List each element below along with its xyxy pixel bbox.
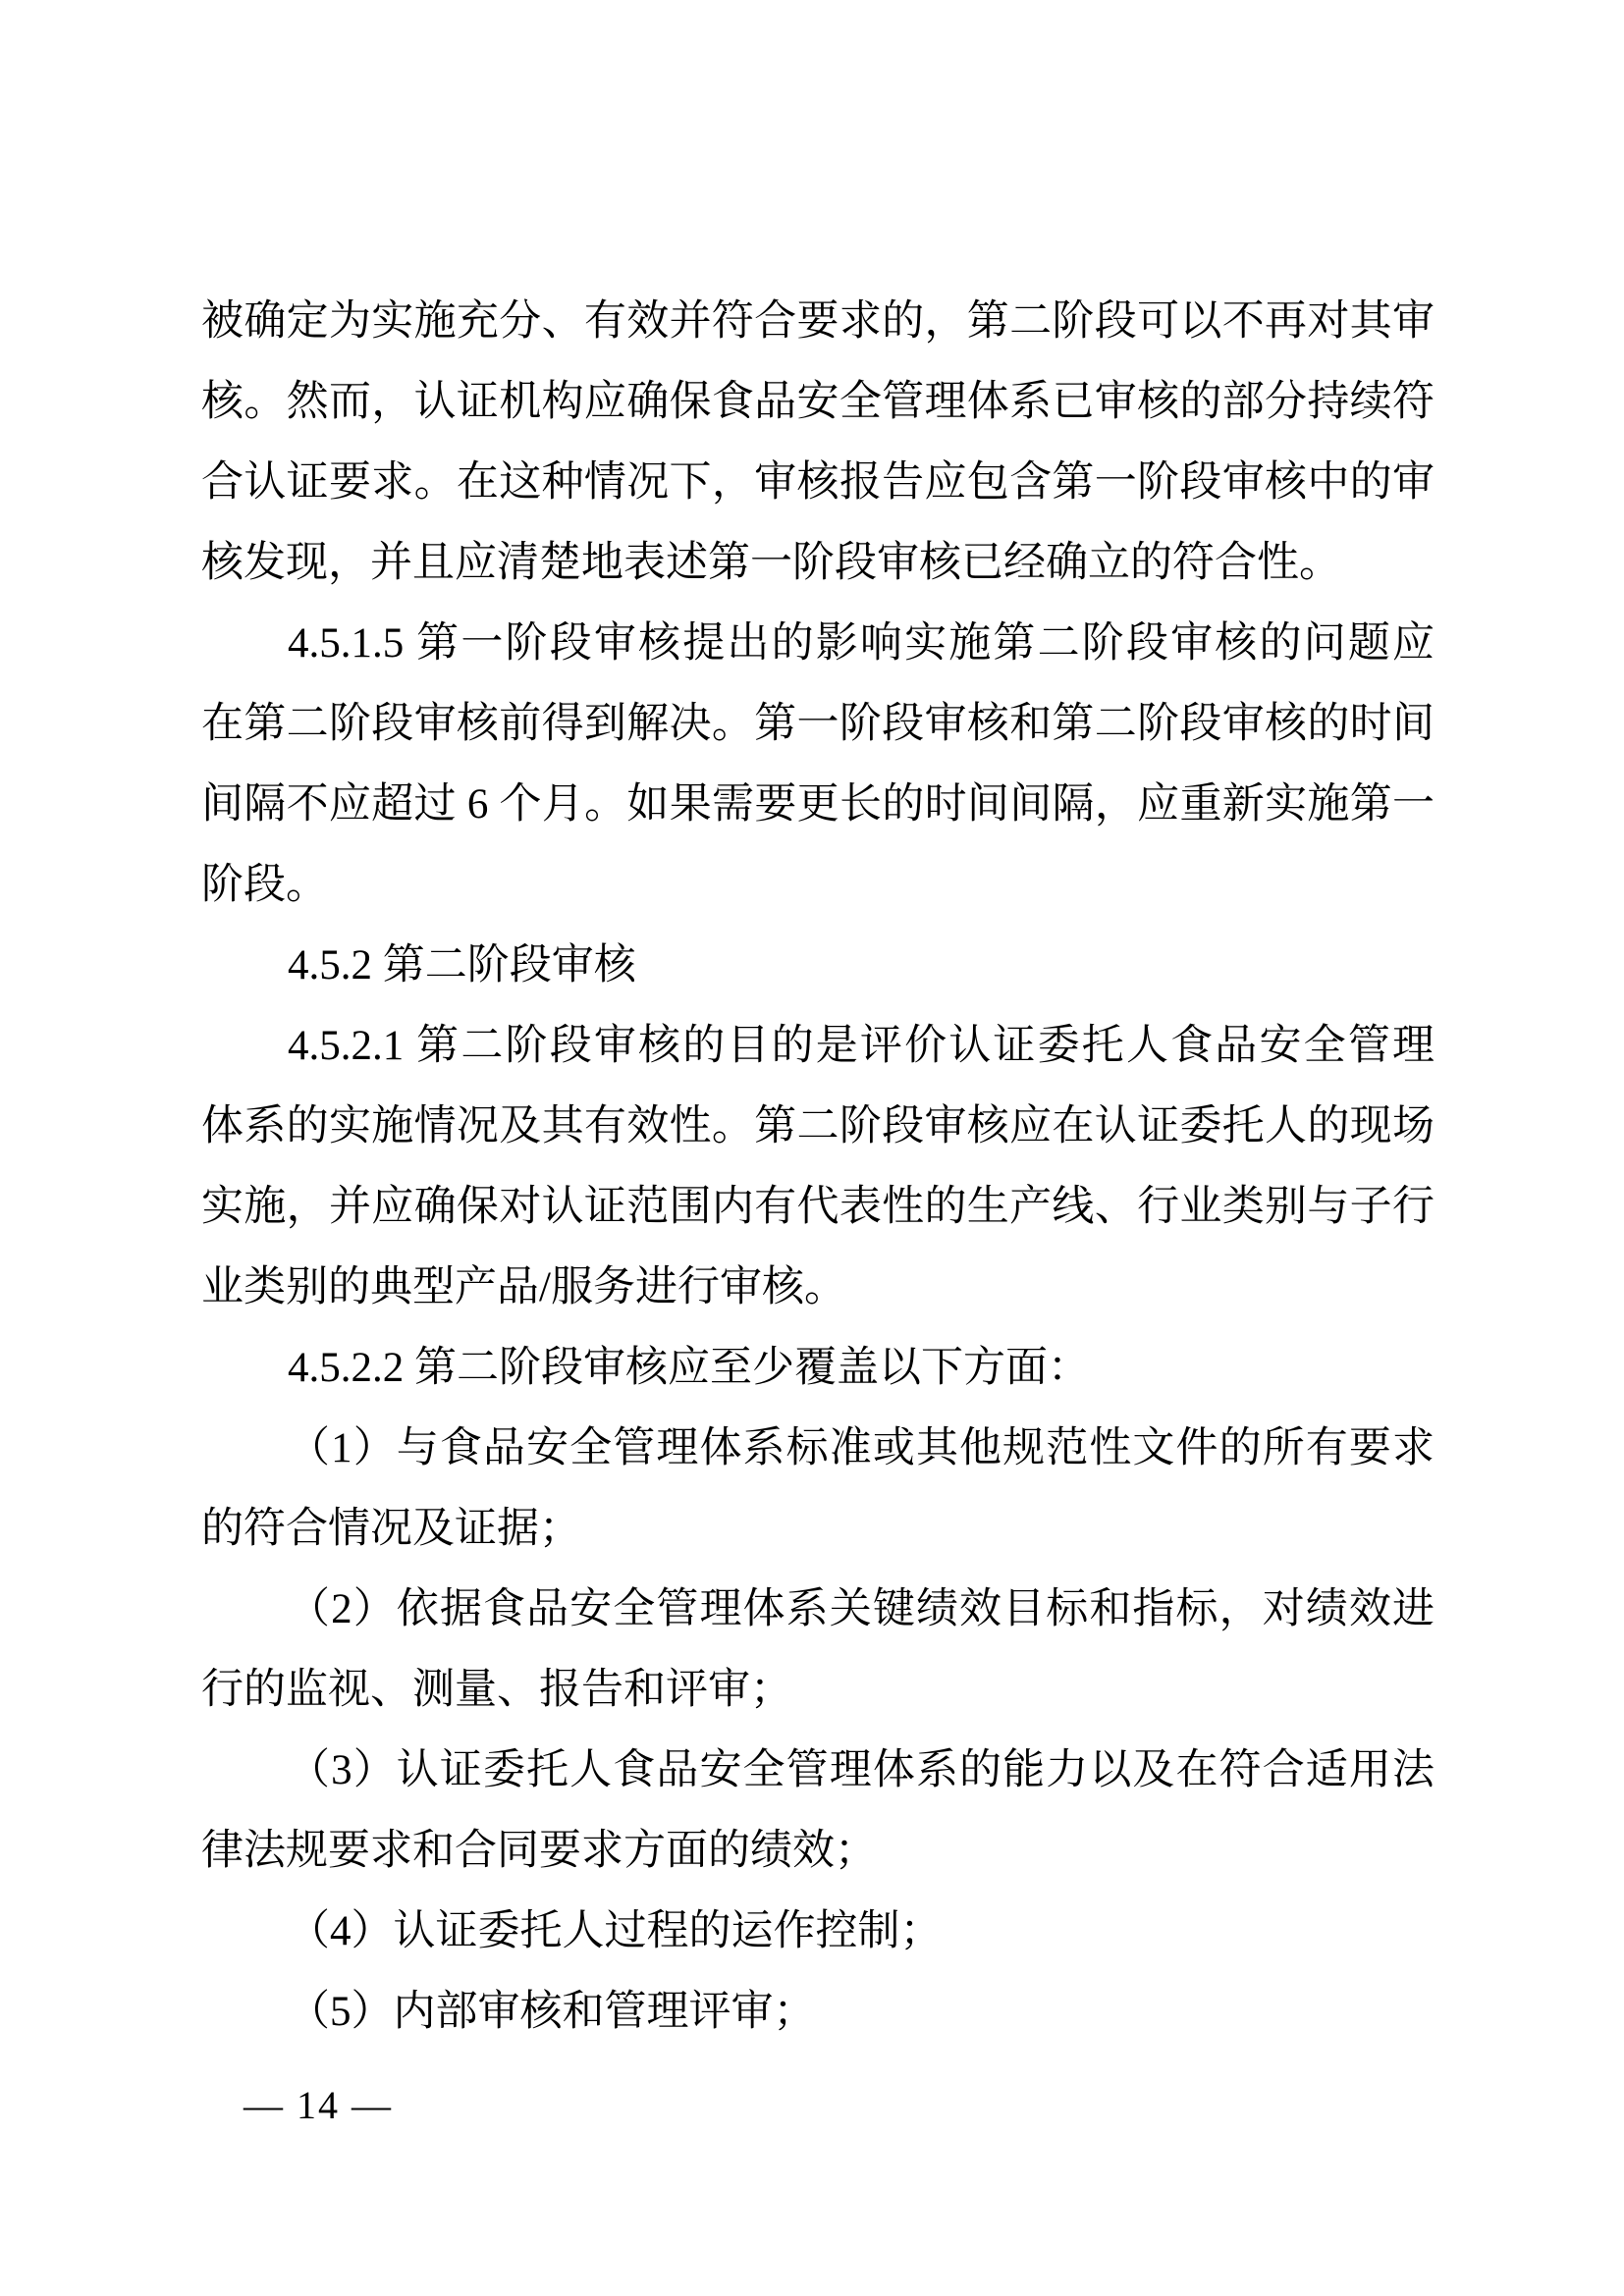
text-line: 4.5.1.5 第一阶段审核提出的影响实施第二阶段审核的问题应: [288, 620, 1435, 667]
text-line: 阶段。: [201, 862, 328, 908]
text-line: 4.5.2 第二阶段审核: [288, 942, 636, 988]
text-line: （2）依据食品安全管理体系关键绩效目标和指标，对绩效进: [288, 1586, 1435, 1632]
text-line: （4）认证委托人过程的运作控制；: [288, 1908, 943, 1954]
text-line: （5）内部审核和管理评审；: [288, 1989, 816, 2035]
text-line: 律法规要求和合同要求方面的绩效；: [201, 1828, 877, 1874]
text-line: 的符合情况及证据；: [201, 1506, 581, 1552]
text-line: （1）与食品安全管理体系标准或其他规范性文件的所有要求: [288, 1425, 1435, 1471]
document-body: [201, 282, 1435, 2053]
text-line: 核。然而，认证机构应确保食品安全管理体系已审核的部分持续符: [201, 379, 1435, 425]
text-line: （3）认证委托人食品安全管理体系的能力以及在符合适用法: [288, 1747, 1435, 1793]
text-line: 核发现，并且应清楚地表述第一阶段审核已经确立的符合性。: [201, 540, 1341, 586]
text-line: 在第二阶段审核前得到解决。第一阶段审核和第二阶段审核的时间: [201, 701, 1435, 747]
text-line: 被确定为实施充分、有效并符合要求的，第二阶段可以不再对其审: [201, 298, 1435, 345]
text-line: 实施，并应确保对认证范围内有代表性的生产线、行业类别与子行: [201, 1184, 1435, 1230]
text-line: 4.5.2.1 第二阶段审核的目的是评价认证委托人食品安全管理: [288, 1023, 1435, 1069]
text-line: 间隔不应超过 6 个月。如果需要更长的时间间隔，应重新实施第一: [201, 781, 1435, 828]
text-line: 合认证要求。在这种情况下，审核报告应包含第一阶段审核中的审: [201, 459, 1435, 506]
text-line: 行的监视、测量、报告和评审；: [201, 1667, 792, 1713]
text-line: 业类别的典型产品/服务进行审核。: [201, 1264, 846, 1310]
page-number: — 14 —: [244, 2083, 393, 2127]
text-line: 4.5.2.2 第二阶段审核应至少覆盖以下方面：: [288, 1345, 1090, 1391]
text-line: 体系的实施情况及其有效性。第二阶段审核应在认证委托人的现场: [201, 1103, 1435, 1149]
